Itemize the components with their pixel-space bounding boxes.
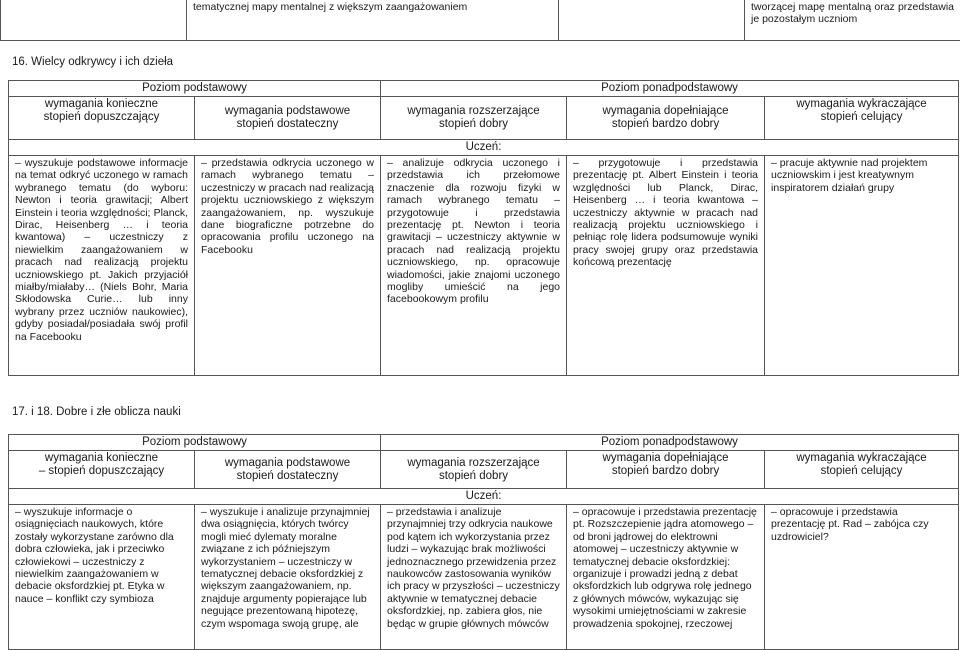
requirement-cell: – przygotowuje i przedstawia prezentację pt. Albert Einstein i teoria względności lub Planck, Dirac, Heisenberg … i teoria kwantowa – uczestniczy aktywnie w pracach nad realizacją projektu uczniowskiego i pełniąc rolę lidera podsumowuje wyniki pracy swojej grupy oraz przedstawia końcową prezentację	[567, 156, 765, 376]
requirement-cell: – przedstawia odkrycia uczonego w ramach wybranego tematu – uczestniczy w pracach nad realizacją projektu uczniowskiego z większym zaangażowaniem, np. wyszukuje dane biograficzne potrzebne do opracowania profilu uczonego na Facebooku	[195, 156, 381, 376]
column-header: wymagania wykraczające stopień celujący	[765, 451, 959, 489]
section-title: 16. Wielcy odkrywcy i ich dzieła	[12, 56, 173, 68]
student-label: Uczeń:	[9, 489, 959, 505]
student-label: Uczeń:	[9, 140, 959, 156]
column-header: wymagania konieczne stopień dopuszczający	[9, 97, 195, 140]
column-header: wymagania rozszerzające stopień dobry	[381, 97, 567, 140]
requirements-table	[8, 80, 959, 376]
fragment-cell-right: tworzącej mapę mentalną oraz przedstawia je pozostałym uczniom	[745, 0, 960, 40]
requirement-cell: – wyszukuje informacje o osiągnięciach naukowych, które zostały wykorzystane zarówno dla dobra człowieka, jak i przeciwko człowiekowi – uczestniczy z niewielkim zaangażowaniem w debacie oksfordzkiej pt. Etyka w nauce – konflikt czy symbioza	[9, 505, 195, 650]
requirement-cell: – przedstawia i analizuje przynajmniej trzy odkrycia naukowe pod kątem ich wykorzystania przez ludzi – wykazując brak możliwości jednoznacznego przewidzenia przez naukowców zastosowania wyników ich pracy w przyszłości – uczestniczy aktywnie w tematycznej debacie oksfordzkiej, np. zabiera głos, nie będąc w grupie głównych mówców	[381, 505, 567, 650]
section-title: 17. i 18. Dobre i złe oblicza nauki	[12, 406, 181, 418]
requirement-cell: – wyszukuje podstawowe informacje na temat odkryć uczonego w ramach wybranego tematu (do wyboru: Newton i teoria grawitacji; Albert Einstein i teoria względności; Planck, Dirac, Heisenberg … i teoria kwantowa) – uczestniczy z niewielkim zaangażowaniem w pracach nad realizacją projektu uczniowskiego pt. Jakich przyjaciół miałby/miałaby… (Niels Bohr, Maria Skłodowska Curie… lub inny wybrany przez uczniów naukowiec), gdyby posiadał/posiadała swój profil na Facebooku	[9, 156, 195, 376]
level-advanced-header: Poziom ponadpodstawowy	[381, 81, 959, 97]
requirement-cell: – wyszukuje i analizuje przynajmniej dwa osiągnięcia, których twórcy mogli mieć dylematy moralne związane z ich późniejszym wykorzystaniem – uczestniczy w tematycznej debacie oksfordzkiej z większym zaangażowaniem, np. znajduje argumenty popierające lub negujące prezentowaną hipotezę, czym wspomaga swoją grupę, ale	[195, 505, 381, 650]
column-header: wymagania dopełniające stopień bardzo dobry	[567, 97, 765, 140]
requirement-cell: – analizuje odkrycia uczonego i przedstawia ich przełomowe znaczenie dla rozwoju fizyki w ramach wybranego tematu – przygotowuje i przedstawia prezentację pt. Newton i teoria grawitacji – uczestniczy aktywnie w pracach nad realizacją projektu uczniowskiego, np. opracowuje wiadomości, jakie znajomi uczonego mogliby umieścić na jego facebookowym profilu	[381, 156, 567, 376]
column-header: wymagania wykraczające stopień celujący	[765, 97, 959, 140]
column-header: wymagania podstawowe stopień dostateczny	[195, 451, 381, 489]
fragment-empty-cell	[559, 0, 745, 40]
fragment-cell-left: tematycznej mapy mentalnej z większym zaangażowaniem	[187, 0, 559, 40]
requirement-cell: – pracuje aktywnie nad projektem uczniowskim i jest kreatywnym inspiratorem działań grupy	[765, 156, 959, 376]
column-header: wymagania podstawowe stopień dostateczny	[195, 97, 381, 140]
requirements-table	[8, 434, 959, 650]
column-header: wymagania konieczne – stopień dopuszczający	[9, 451, 195, 489]
column-header: wymagania rozszerzające stopień dobry	[381, 451, 567, 489]
level-advanced-header: Poziom ponadpodstawowy	[381, 435, 959, 451]
requirement-cell: – opracowuje i przedstawia prezentację pt. Rozszczepienie jądra atomowego – od broni jądrowej do elektrowni atomowej – uczestniczy aktywnie w tematycznej debacie oksfordzkiej: organizuje i prowadzi jedną z debat oksfordzkich lub odgrywa rolę jednego z głównych mówców, wykazując się wysokimi umiejętnościami w zakresie prowadzenia spokojnej, rzeczowej	[567, 505, 765, 650]
previous-table-fragment	[0, 0, 960, 41]
level-basic-header: Poziom podstawowy	[9, 81, 381, 97]
fragment-empty-cell	[1, 0, 187, 40]
requirement-cell: – opracowuje i przedstawia prezentację pt. Rad – zabójca czy uzdrowiciel?	[765, 505, 959, 650]
level-basic-header: Poziom podstawowy	[9, 435, 381, 451]
column-header: wymagania dopełniające stopień bardzo dobry	[567, 451, 765, 489]
